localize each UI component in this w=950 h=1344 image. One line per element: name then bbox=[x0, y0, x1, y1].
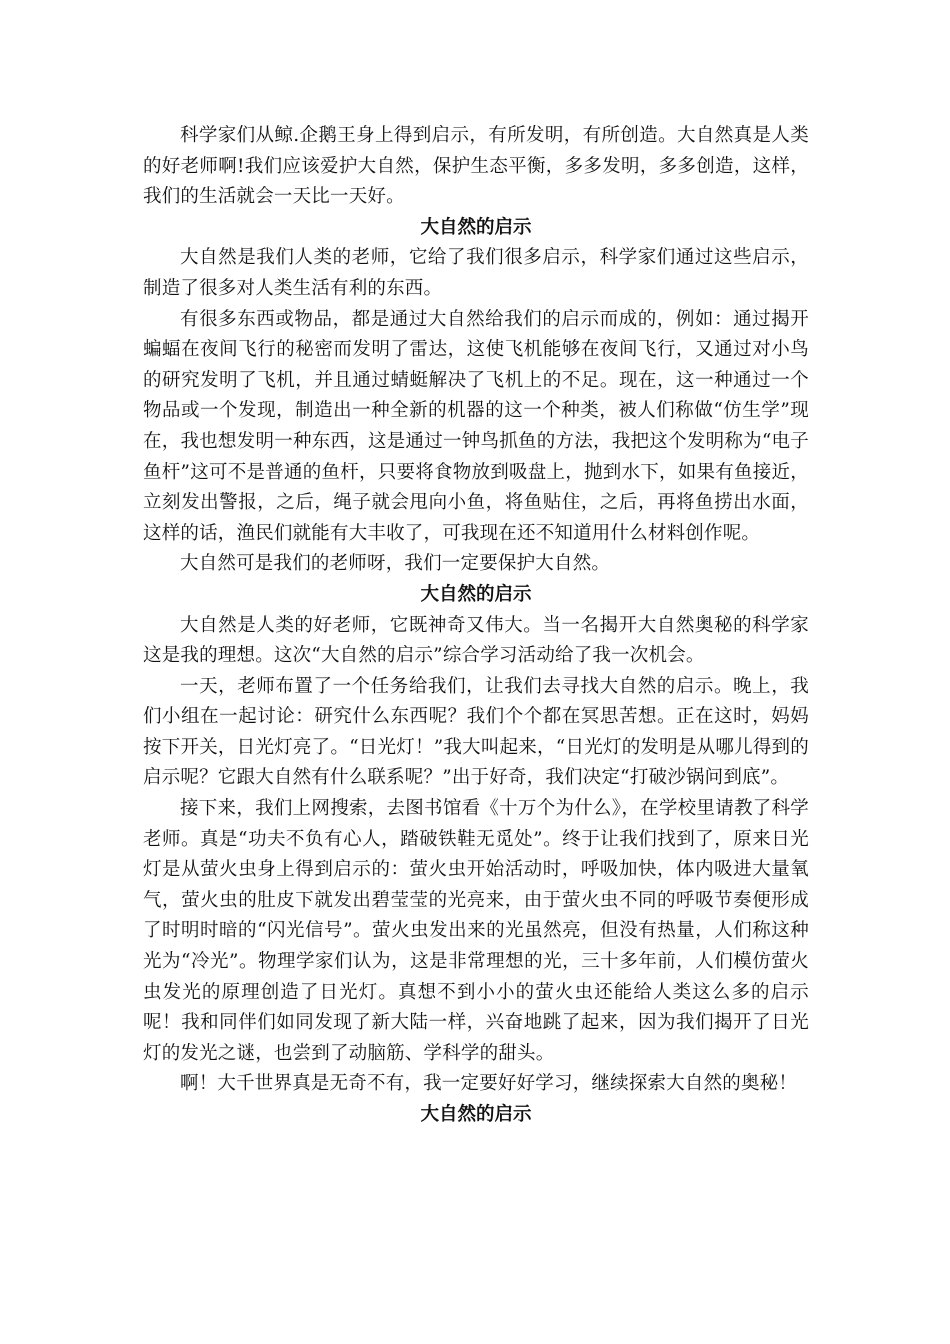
essay-2-paragraph-3: 大自然可是我们的老师呀，我们一定要保护大自然。 bbox=[180, 553, 611, 575]
document-page bbox=[143, 121, 809, 1131]
essay-3-paragraph-2: 一天，老师布置了一个任务给我们，让我们去寻找大自然的启示。晚上，我们小组在一起讨论：研究什么东西呢？我们个个都在冥思苦想。正在这时，妈妈按下开关，日光灯亮了。“日光灯！”我大叫起来，“日光灯的发明是从哪儿得到的启示呢？它跟大自然有什么联系呢？”出于好奇，我们决定“打破沙锅问到底”。 bbox=[143, 675, 809, 789]
essay-2-title: 大自然的启示 bbox=[420, 216, 532, 238]
essay-3-paragraph-1: 大自然是人类的好老师，它既神奇又伟大。当一名揭开大自然奥秘的科学家这是我的理想。这次“大自然的启示”综合学习活动给了我一次机会。 bbox=[143, 614, 809, 667]
essay-3-paragraph-3: 接下来，我们上网搜索，去图书馆看《十万个为什么》，在学校里请教了科学老师。真是“功夫不负有心人，踏破铁鞋无觅处”。终于让我们找到了，原来日光灯是从萤火虫身上得到启示的：萤火虫开始活动时，呼吸加快，体内吸进大量氧气，萤火虫的肚皮下就发出碧莹莹的光亮来，由于萤火虫不同的呼吸节奏便形成了时明时暗的“闪光信号”。萤火虫发出来的光虽然亮，但没有热量，人们称这种光为“冷光”。物理学家们认为，这是非常理想的光，三十多年前，人们模仿萤火虫发光的原理创造了日光灯。真想不到小小的萤火虫还能给人类这么多的启示呢！我和同伴们如同发现了新大陆一样，兴奋地跳了起来，因为我们揭开了日光灯的发光之谜，也尝到了动脑筋、学科学的甜头。 bbox=[143, 798, 809, 1064]
essay-2-paragraph-1: 大自然是我们人类的老师，它给了我们很多启示，科学家们通过这些启示，制造了很多对人类生活有利的东西。 bbox=[143, 247, 809, 299]
essay-3-title: 大自然的启示 bbox=[420, 583, 532, 605]
essay-2-paragraph-2: 有很多东西或物品，都是通过大自然给我们的启示而成的，例如：通过揭开蝙蝠在夜间飞行的秘密而发明了雷达，这使飞机能够在夜间飞行，又通过对小鸟的研究发明了飞机，并且通过蜻蜓解决了飞机上的不足。现在，这一种通过一个物品或一个发现，制造出一种全新的机器的这一个种类，被人们称做“仿生学”现在，我也想发明一种东西，这是通过一钟鸟抓鱼的方法，我把这个发明称为“电子鱼杆”这可不是普通的鱼杆，只要将食物放到吸盘上，抛到水下，如果有鱼接近，立刻发出警报，之后，绳子就会甩向小鱼，将鱼贴住，之后，再将鱼捞出水面，这样的话，渔民们就能有大丰收了，可我现在还不知道用什么材料创作呢。 bbox=[143, 308, 809, 544]
essay-3-paragraph-4: 啊！大千世界真是无奇不有，我一定要好好学习，继续探索大自然的奥秘！ bbox=[180, 1073, 798, 1095]
essay-4-title: 大自然的启示 bbox=[420, 1104, 532, 1125]
intro-paragraph: 科学家们从鲸.企鹅王身上得到启示，有所发明，有所创造。大自然真是人类的好老师啊!我们应该爱护大自然，保护生态平衡，多多发明，多多创造，这样，我们的生活就会一天比一天好。 bbox=[143, 125, 809, 208]
